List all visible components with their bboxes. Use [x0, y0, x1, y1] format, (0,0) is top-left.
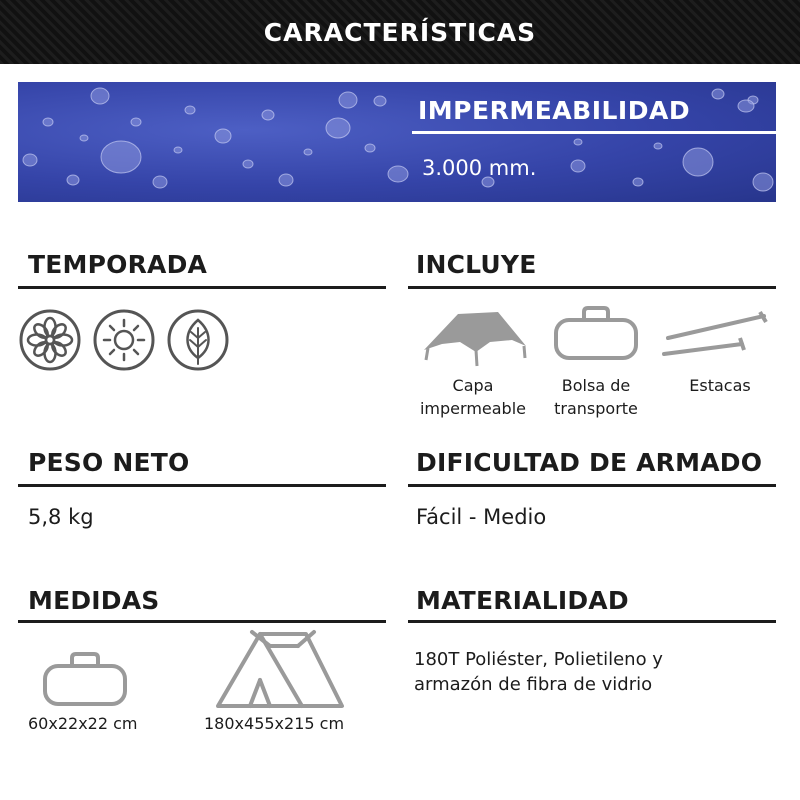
- packed-bag-icon: [42, 652, 128, 708]
- header-bar: [0, 0, 800, 64]
- page-title: CARACTERÍSTICAS: [263, 17, 537, 47]
- weight-divider: [18, 484, 386, 487]
- waterproof-value: 3.000 mm.: [422, 156, 537, 180]
- sun-icon: [92, 308, 156, 372]
- difficulty-value: Fácil - Medio: [416, 505, 547, 529]
- measures-divider: [18, 620, 386, 623]
- include-item-tarp-label-line2: impermeable: [419, 399, 526, 418]
- include-item-tarp-label: [410, 374, 536, 420]
- bag-icon: [552, 306, 640, 362]
- includes-title: INCLUYE: [416, 250, 537, 279]
- material-line-2: armazón de fibra de vidrio: [414, 674, 653, 695]
- leaf-icon: [166, 308, 230, 372]
- material-line-1: 180T Poliéster, Polietileno y: [414, 649, 663, 670]
- include-item-bag-label-line1: Bolsa de: [561, 376, 631, 395]
- material-divider: [408, 620, 776, 623]
- include-item-stakes-label: [660, 374, 780, 397]
- tent-icon: [214, 628, 346, 710]
- packed-size-value: 60x22x22 cm: [28, 714, 138, 733]
- tarp-icon: [420, 308, 530, 370]
- weight-value: 5,8 kg: [28, 505, 94, 529]
- material-title: MATERIALIDAD: [416, 586, 629, 615]
- tent-size-value: 180x455x215 cm: [204, 714, 345, 733]
- stakes-icon: [660, 310, 770, 360]
- include-item-bag-label: [534, 374, 658, 420]
- includes-divider: [408, 286, 776, 289]
- season-divider: [18, 286, 386, 289]
- season-title: TEMPORADA: [28, 250, 208, 279]
- include-item-stakes-label-line1: Estacas: [689, 376, 751, 395]
- waterproof-banner: [18, 82, 776, 202]
- waterproof-label: IMPERMEABILIDAD: [418, 96, 691, 125]
- flower-icon: [18, 308, 82, 372]
- weight-title: PESO NETO: [28, 448, 190, 477]
- include-item-bag-label-line2: transporte: [554, 399, 638, 418]
- measures-title: MEDIDAS: [28, 586, 160, 615]
- waterproof-divider: [412, 131, 776, 134]
- difficulty-title: DIFICULTAD DE ARMADO: [416, 448, 763, 477]
- difficulty-divider: [408, 484, 776, 487]
- include-item-tarp-label-line1: Capa: [452, 376, 494, 395]
